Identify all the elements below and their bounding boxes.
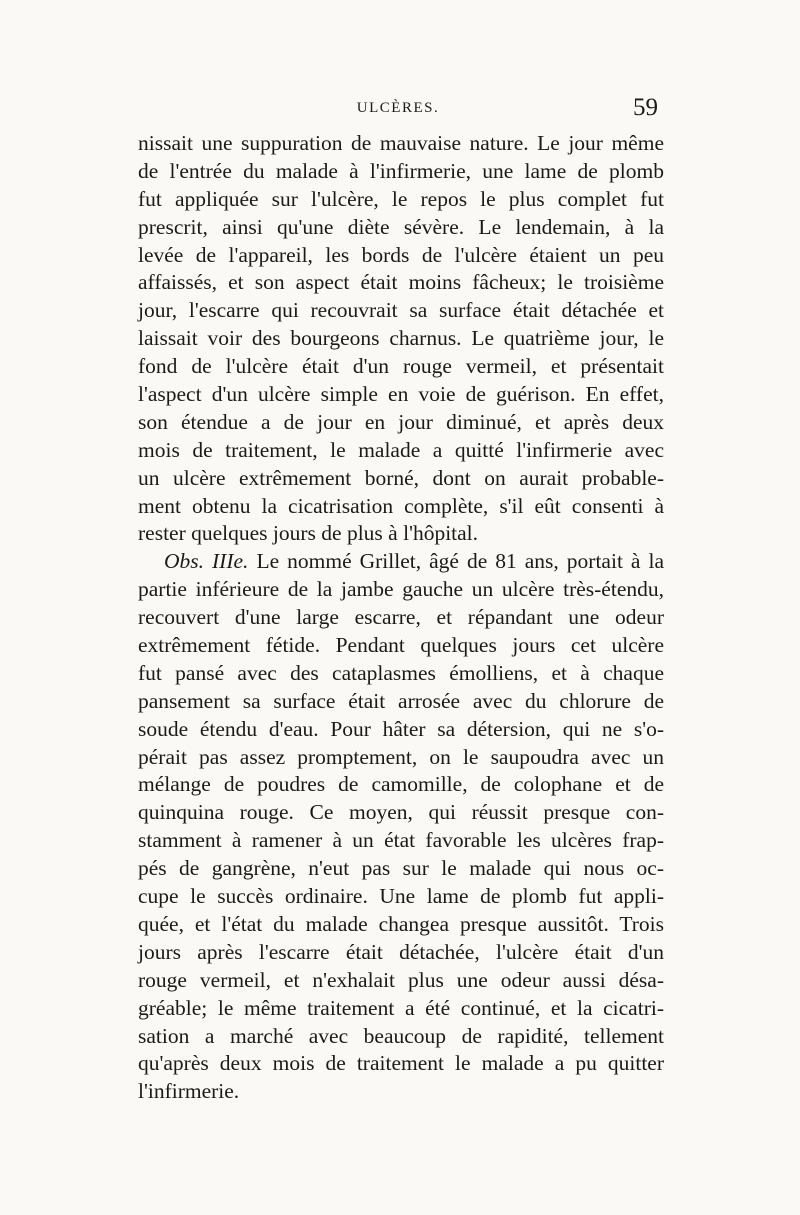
text-line: rester quelques jours de plus à l'hôpital. <box>138 521 479 546</box>
text-line: fut pansé avec des cataplasmes émolliens, et à chaque <box>138 660 664 685</box>
text-line: un ulcère extrêmement borné, dont on aurait probable- <box>138 465 664 490</box>
text-line: partie inférieure de la jambe gauche un ulcère très-étendu, <box>138 577 664 602</box>
text-line: quinquina rouge. Ce moyen, qui réussit presque con- <box>138 800 664 825</box>
text-line: rouge vermeil, et n'exhalait plus une odeur aussi désa- <box>138 967 664 992</box>
text-line: cupe le succès ordinaire. Une lame de plomb fut appli- <box>138 884 664 909</box>
text-line: ment obtenu la cicatrisation complète, s'il eût consenti à <box>138 493 664 518</box>
text-line: fut appliquée sur l'ulcère, le repos le plus complet fut <box>138 186 664 211</box>
text-line: affaissés, et son aspect était moins fâcheux; le troisième <box>138 270 664 295</box>
text-line: extrêmement fétide. Pendant quelques jours cet ulcère <box>138 633 664 658</box>
text-line: soude étendu d'eau. Pour hâter sa détersion, qui ne s'o- <box>138 716 664 741</box>
text-line: recouvert d'une large escarre, et répandant une odeur <box>138 605 664 630</box>
text-line: levée de l'appareil, les bords de l'ulcère étaient un peu <box>138 242 664 267</box>
running-title: ULCÈRES. <box>356 100 440 116</box>
text-line: mélange de poudres de camomille, de colophane et de <box>138 772 664 797</box>
text-line: qu'après deux mois de traitement le malade a pu quitter <box>138 1051 664 1076</box>
text-line: de l'entrée du malade à l'infirmerie, une lame de plomb <box>138 158 664 183</box>
observation-first-line-text: Le nommé Grillet, âgé de 81 ans, portait à la <box>256 549 664 574</box>
text-line: gréable; le même traitement a été continué, et la cicatri- <box>138 995 664 1020</box>
text-line: prescrit, ainsi qu'une diète sévère. Le lendemain, à la <box>138 214 664 239</box>
text-line: pés de gangrène, n'eut pas sur le malade qui nous oc- <box>138 856 664 881</box>
text-line: son étendue a de jour en jour diminué, et après deux <box>138 409 664 434</box>
text-line: pérait pas assez promptement, on le saupoudra avec un <box>138 744 664 769</box>
text-line: l'aspect d'un ulcère simple en voie de guérison. En effet, <box>138 382 664 407</box>
text-line: jour, l'escarre qui recouvrait sa surface était détachée et <box>138 298 664 323</box>
text-line: laissait voir des bourgeons charnus. Le quatrième jour, le <box>138 326 664 351</box>
text-line: nissait une suppuration de mauvaise nature. Le jour même <box>138 131 664 155</box>
text-line: jours après l'escarre était détachée, l'ulcère était d'un <box>138 939 664 964</box>
observation-first-line <box>138 548 664 576</box>
text-line: sation a marché avec beaucoup de rapidité, tellement <box>138 1023 664 1048</box>
text-line: quée, et l'état du malade changea presque aussitôt. Trois <box>138 911 664 936</box>
text-line: mois de traitement, le malade a quitté l'infirmerie avec <box>138 437 664 462</box>
text-line: stamment à ramener à un état favorable les ulcères frap- <box>138 828 664 853</box>
running-head <box>138 94 658 124</box>
text-line: l'infirmerie. <box>138 1079 240 1104</box>
text-line: pansement sa surface était arrosée avec du chlorure de <box>138 688 664 713</box>
body-text <box>138 130 664 1106</box>
page-number: 59 <box>633 94 658 121</box>
text-line: fond de l'ulcère était d'un rouge vermeil, et présentait <box>138 354 664 379</box>
observation-label: Obs. IIIe. <box>164 549 249 574</box>
